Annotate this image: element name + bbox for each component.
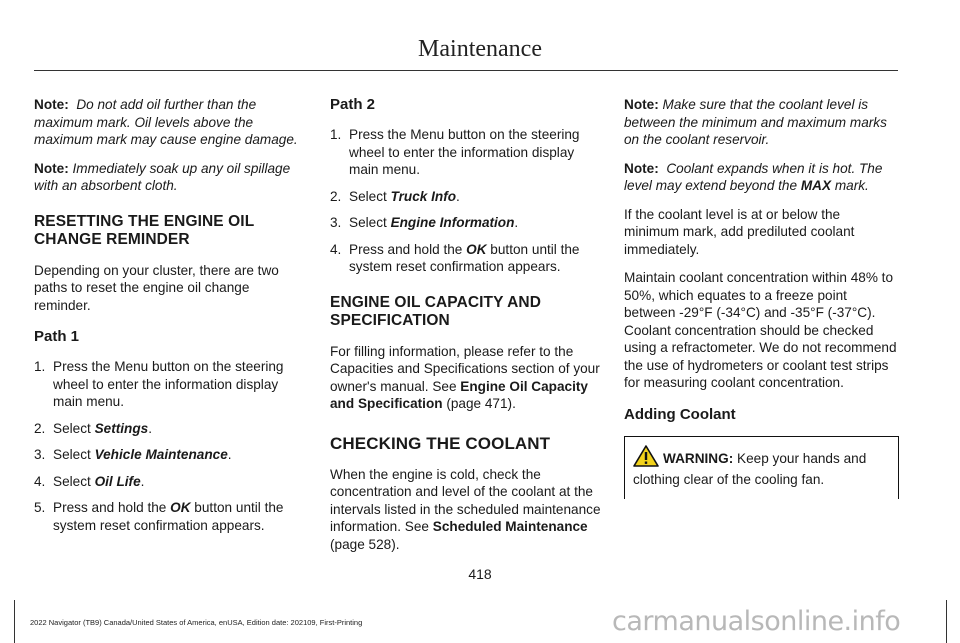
oil-capacity-paragraph: For filling information, please refer to the Capacities and Specifications section of your owner's manual. See Engine Oil Capacity and Specification (page 471).: [330, 343, 600, 411]
coolant-check-paragraph: When the engine is cold, check the concentration and level of the coolant at the intervals listed in the scheduled maintenance information. See Scheduled Maintenance (page 528).: [330, 466, 601, 552]
note-oil-max: Note: Do not add oil further than the maximum mark. Oil levels above the maximum mark may cause engine damage.: [34, 97, 298, 147]
watermark-logo: carmanualsonline.info: [612, 606, 901, 637]
header-divider: [34, 70, 898, 71]
coolant-low-paragraph: If the coolant level is at or below the minimum mark, add prediluted coolant immediately.: [624, 206, 855, 257]
column-3: [624, 96, 899, 499]
note-coolant-level: Note: Make sure that the coolant level is between the minimum and maximum marks on the coolant reservoir.: [624, 97, 887, 147]
crop-mark-left: [14, 600, 15, 643]
path-2-title: Path 2: [330, 96, 376, 113]
list-item: 2. Select Truck Info.: [330, 188, 460, 204]
adding-coolant-heading: Adding Coolant: [624, 405, 736, 423]
list-item: 4. Select Oil Life.: [34, 473, 145, 489]
path-1-steps: [34, 358, 309, 534]
list-item: 4. Press and hold the OK button until the system reset confirmation appears.: [330, 241, 580, 274]
list-item: 2. Select Settings.: [34, 420, 152, 436]
note-coolant-expands: Note: Coolant expands when it is hot. The level may extend beyond the MAX mark.: [624, 160, 883, 193]
path-2-steps: [330, 126, 605, 276]
link-engine-oil-capacity[interactable]: Engine Oil Capacity and Specification: [330, 378, 588, 411]
coolant-concentration-paragraph: Maintain coolant concentration within 48% to 50%, which equates to a freeze point between -29°F (-34°C) and -35°F (-37°C). Coolant concentration should be checked using a refractometer. We do not recommend the use of hydrometers or coolant test strips for measuring coolant concentration.: [624, 270, 897, 390]
warning-label: WARNING:: [663, 450, 734, 466]
heading-reset-oil-reminder: RESETTING THE ENGINE OIL CHANGE REMINDER: [34, 212, 254, 248]
heading-checking-coolant: CHECKING THE COOLANT: [330, 433, 551, 453]
warning-text: Keep your hands and clothing clear of the cooling fan.: [633, 450, 867, 487]
list-item: 1. Press the Menu button on the steering wheel to enter the information display main menu.: [330, 127, 580, 177]
reset-intro: Depending on your cluster, there are two paths to reset the engine oil change reminder.: [34, 262, 279, 313]
column-2: [330, 96, 605, 564]
column-1: [34, 96, 309, 543]
page-number: 418: [468, 566, 492, 582]
path-1-title: Path 1: [34, 328, 80, 345]
heading-oil-capacity: ENGINE OIL CAPACITY AND SPECIFICATION: [330, 293, 541, 329]
page-header-title: Maintenance: [418, 36, 542, 62]
list-item: 3. Select Vehicle Maintenance.: [34, 447, 232, 462]
note-oil-spill: Note: Immediately soak up any oil spillage with an absorbent cloth.: [34, 160, 291, 193]
list-item: 1. Press the Menu button on the steering wheel to enter the information display main menu.: [34, 359, 284, 409]
crop-mark-right: [946, 600, 947, 643]
link-scheduled-maintenance[interactable]: Scheduled Maintenance: [432, 519, 588, 534]
warning-triangle-icon: [633, 445, 659, 472]
list-item: 5. Press and hold the OK button until the system reset confirmation appears.: [34, 500, 284, 533]
footer-edition-info: 2022 Navigator (TB9) Canada/United States of America, enUSA, Edition date: 202109, First-Printing: [30, 618, 363, 627]
list-item: 3. Select Engine Information.: [330, 215, 519, 230]
warning-box: [624, 436, 899, 499]
